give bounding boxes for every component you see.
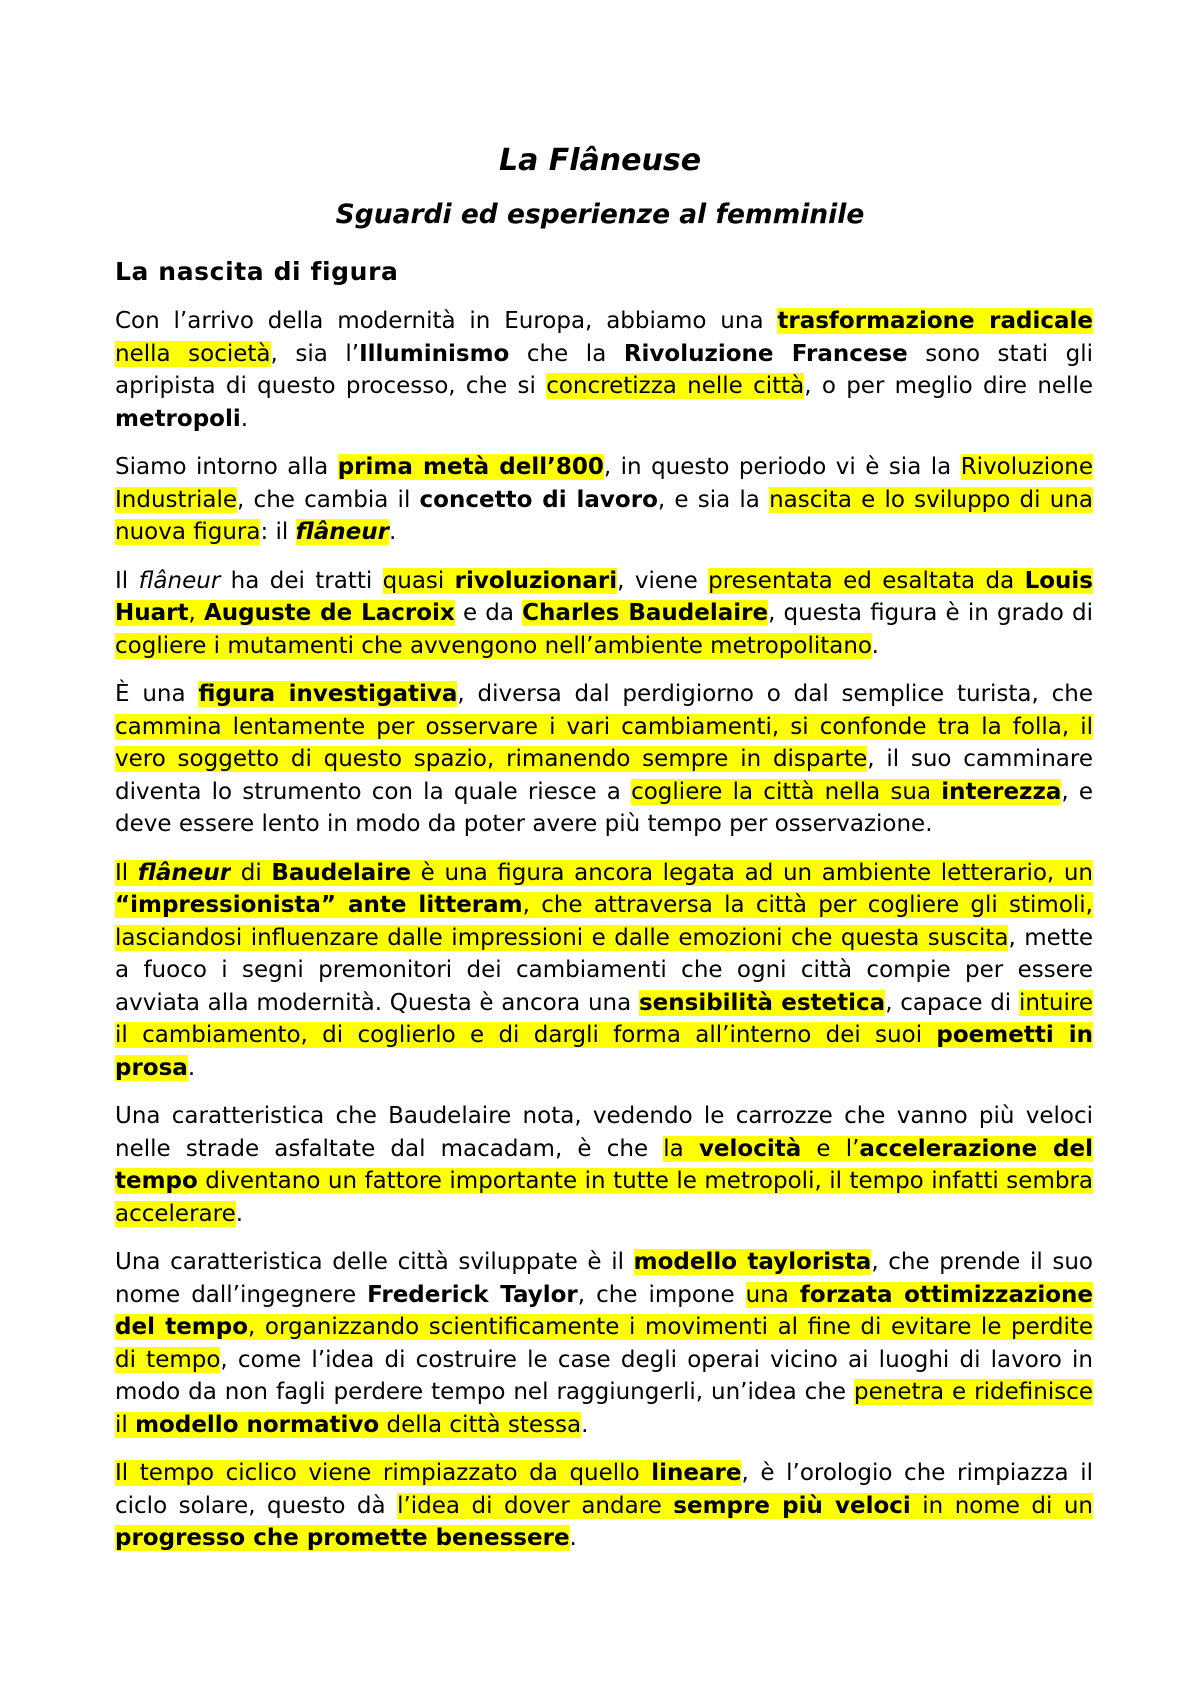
paragraph xyxy=(115,857,1093,1085)
highlighted-text: Rivoluzione Industriale xyxy=(115,454,1093,513)
text-run: , che impone xyxy=(577,1281,746,1308)
document-body xyxy=(115,305,1093,1555)
highlighted-text: progresso che promette benessere xyxy=(115,1525,570,1551)
highlighted-text: rivoluzionari xyxy=(454,567,618,594)
paragraph xyxy=(115,678,1093,841)
highlighted-text: concretizza nelle città xyxy=(546,373,805,399)
text-run: e da xyxy=(454,600,523,626)
highlighted-text: Il tempo ciclico viene rimpiazzato da quello xyxy=(115,1460,652,1486)
text-run: , mette a fuoco i segni premonitori dei cambiamenti che ogni città compie per essere avviata alla modernità. Questa è ancora una xyxy=(115,924,1093,1016)
text-run: Frederick Taylor xyxy=(367,1281,578,1308)
highlighted-text: è una figura ancora legata ad un ambiente letterario, un xyxy=(411,859,1093,886)
text-run: Una caratteristica che Baudelaire nota, vedendo le carrozze che vanno più veloci nelle strade asfaltate dal macadam, è che xyxy=(115,1103,1093,1162)
text-run: . xyxy=(569,1525,577,1551)
paragraph xyxy=(115,305,1093,435)
highlighted-text: e l’ xyxy=(801,1135,860,1162)
text-run: , capace di xyxy=(885,989,1019,1016)
highlighted-text: sensibilità estetica xyxy=(638,989,886,1016)
text-run: , in questo periodo vi è sia la xyxy=(603,454,961,480)
text-run: che la xyxy=(509,340,624,367)
highlighted-text: Il xyxy=(115,859,138,886)
text-run: . xyxy=(871,632,879,659)
document-title: La Flâneuse xyxy=(498,143,702,178)
text-run: , diversa dal perdigiorno o dal semplice turista, che xyxy=(457,681,1093,707)
text-run: , questa figura è in grado di xyxy=(768,600,1094,626)
text-run: . xyxy=(235,1200,244,1227)
text-run: . xyxy=(187,1054,196,1081)
text-run: metropoli xyxy=(115,405,241,432)
highlighted-text: modello taylorista xyxy=(633,1249,872,1275)
highlighted-text: interezza xyxy=(941,778,1062,805)
highlighted-text: , organizzando scientificamente i movimenti al fine di evitare le perdite di tempo xyxy=(115,1314,1094,1373)
highlighted-text: flâneur xyxy=(295,519,389,545)
text-run: , come l’idea di costruire le case degli operai vicino ai luoghi di lavoro in modo da non fagli perdere tempo nel raggiungerli, un’idea che xyxy=(115,1346,1093,1405)
highlighted-text: poemetti in prosa xyxy=(115,1022,1093,1081)
highlighted-text: della città stessa xyxy=(379,1411,582,1438)
text-run: Una caratteristica delle città sviluppate è il xyxy=(115,1249,634,1275)
highlighted-text: cammina lentamente per osservare i vari cambiamenti, si confonde tra la folla, il vero soggetto di questo spazio, rimanendo sempre in disparte xyxy=(115,713,1093,772)
highlighted-text: la xyxy=(663,1135,699,1162)
highlighted-text: flâneur xyxy=(137,859,232,886)
highlighted-text: nascita e lo sviluppo di una nuova figura xyxy=(115,486,1093,545)
text-run: , che prende il suo nome dall’ingegnere xyxy=(115,1249,1094,1308)
highlighted-text: Charles Baudelaire xyxy=(522,600,769,626)
text-run: Il xyxy=(115,567,139,594)
highlighted-text: modello normativo xyxy=(135,1411,380,1438)
highlighted-text: lineare xyxy=(651,1460,742,1486)
text-run: , sia l’ xyxy=(270,340,360,367)
text-run: , il suo camminare diventa lo strumento con la quale riesce a xyxy=(115,746,1093,805)
paragraph xyxy=(115,451,1093,549)
text-run: sono stati gli apripista di questo processo, che si xyxy=(115,340,1093,399)
highlighted-text: in nome di un xyxy=(910,1492,1094,1519)
text-run: , è l’orologio che rimpiazza il ciclo solare, questo dà xyxy=(115,1460,1093,1519)
highlighted-text: l’idea di dover andare xyxy=(397,1492,674,1519)
section-heading: La nascita di figura xyxy=(115,257,399,286)
paragraph xyxy=(115,1100,1093,1230)
highlighted-text: accelerazione del tempo xyxy=(115,1135,1094,1194)
text-run: , che cambia il xyxy=(237,486,420,513)
text-run: . xyxy=(388,519,397,545)
text-run: . xyxy=(240,405,249,432)
highlighted-text: , xyxy=(188,600,204,626)
highlighted-text: presentata ed esaltata da xyxy=(708,567,1025,594)
highlighted-text: , che attraversa la città per cogliere gli stimoli, lasciandosi influenzare dalle impressioni e dalle emozioni che questa suscita xyxy=(115,892,1093,951)
paragraph xyxy=(115,1246,1093,1441)
highlighted-text: una xyxy=(745,1281,800,1308)
text-run: Con l’arrivo della modernità in Europa, abbiamo una xyxy=(115,308,778,334)
document-subtitle: Sguardi ed esperienze al femminile xyxy=(335,199,865,230)
text-run: flâneur xyxy=(138,567,221,594)
text-run: Illuminismo xyxy=(359,340,510,367)
highlighted-text: penetra e ridefinisce il xyxy=(115,1379,1093,1438)
text-run: , e deve essere lento in modo da poter avere più tempo per osservazione. xyxy=(115,778,1094,837)
highlighted-text: figura investigativa xyxy=(198,681,458,707)
highlighted-text: forzata ottimizzazione del tempo xyxy=(115,1281,1094,1340)
highlighted-text: di xyxy=(231,859,272,886)
highlighted-text: cogliere la città nella sua xyxy=(631,778,942,805)
highlighted-text: diventano un fattore importante in tutte le metropoli, il tempo infatti sembra accelerare xyxy=(115,1168,1093,1227)
paragraph xyxy=(115,565,1093,663)
highlighted-text: “impressionista” ante litteram xyxy=(115,892,523,918)
text-run: , e sia la xyxy=(657,486,770,513)
highlighted-text: quasi xyxy=(382,567,455,594)
text-run: ha dei tratti xyxy=(220,567,383,594)
text-run: , o per meglio dire nelle xyxy=(804,373,1093,399)
highlighted-text: prima metà dell’800 xyxy=(337,454,604,480)
highlighted-text: velocità xyxy=(698,1135,802,1162)
text-run: È una xyxy=(115,681,199,707)
highlighted-text: Auguste de Lacroix xyxy=(203,600,455,626)
highlighted-text: Louis Huart xyxy=(115,567,1093,626)
text-run: : il xyxy=(260,519,296,545)
highlighted-text: Baudelaire xyxy=(271,859,412,886)
highlighted-text: intuire il cambiamento, di coglierlo e di dargli forma all’interno dei suoi xyxy=(115,989,1093,1048)
text-run: concetto di lavoro xyxy=(419,486,658,513)
text-run: Rivoluzione Francese xyxy=(623,340,908,367)
text-run: , viene xyxy=(617,567,709,594)
text-run: . xyxy=(581,1411,589,1438)
highlighted-text: sempre più veloci xyxy=(673,1492,911,1519)
highlighted-text: cogliere i mutamenti che avvengono nell’ambiente metropolitano xyxy=(115,632,872,659)
highlighted-text: nella società xyxy=(115,340,271,367)
text-run: Siamo intorno alla xyxy=(115,454,338,480)
paragraph xyxy=(115,1457,1093,1555)
highlighted-text: trasformazione radicale xyxy=(777,308,1093,334)
